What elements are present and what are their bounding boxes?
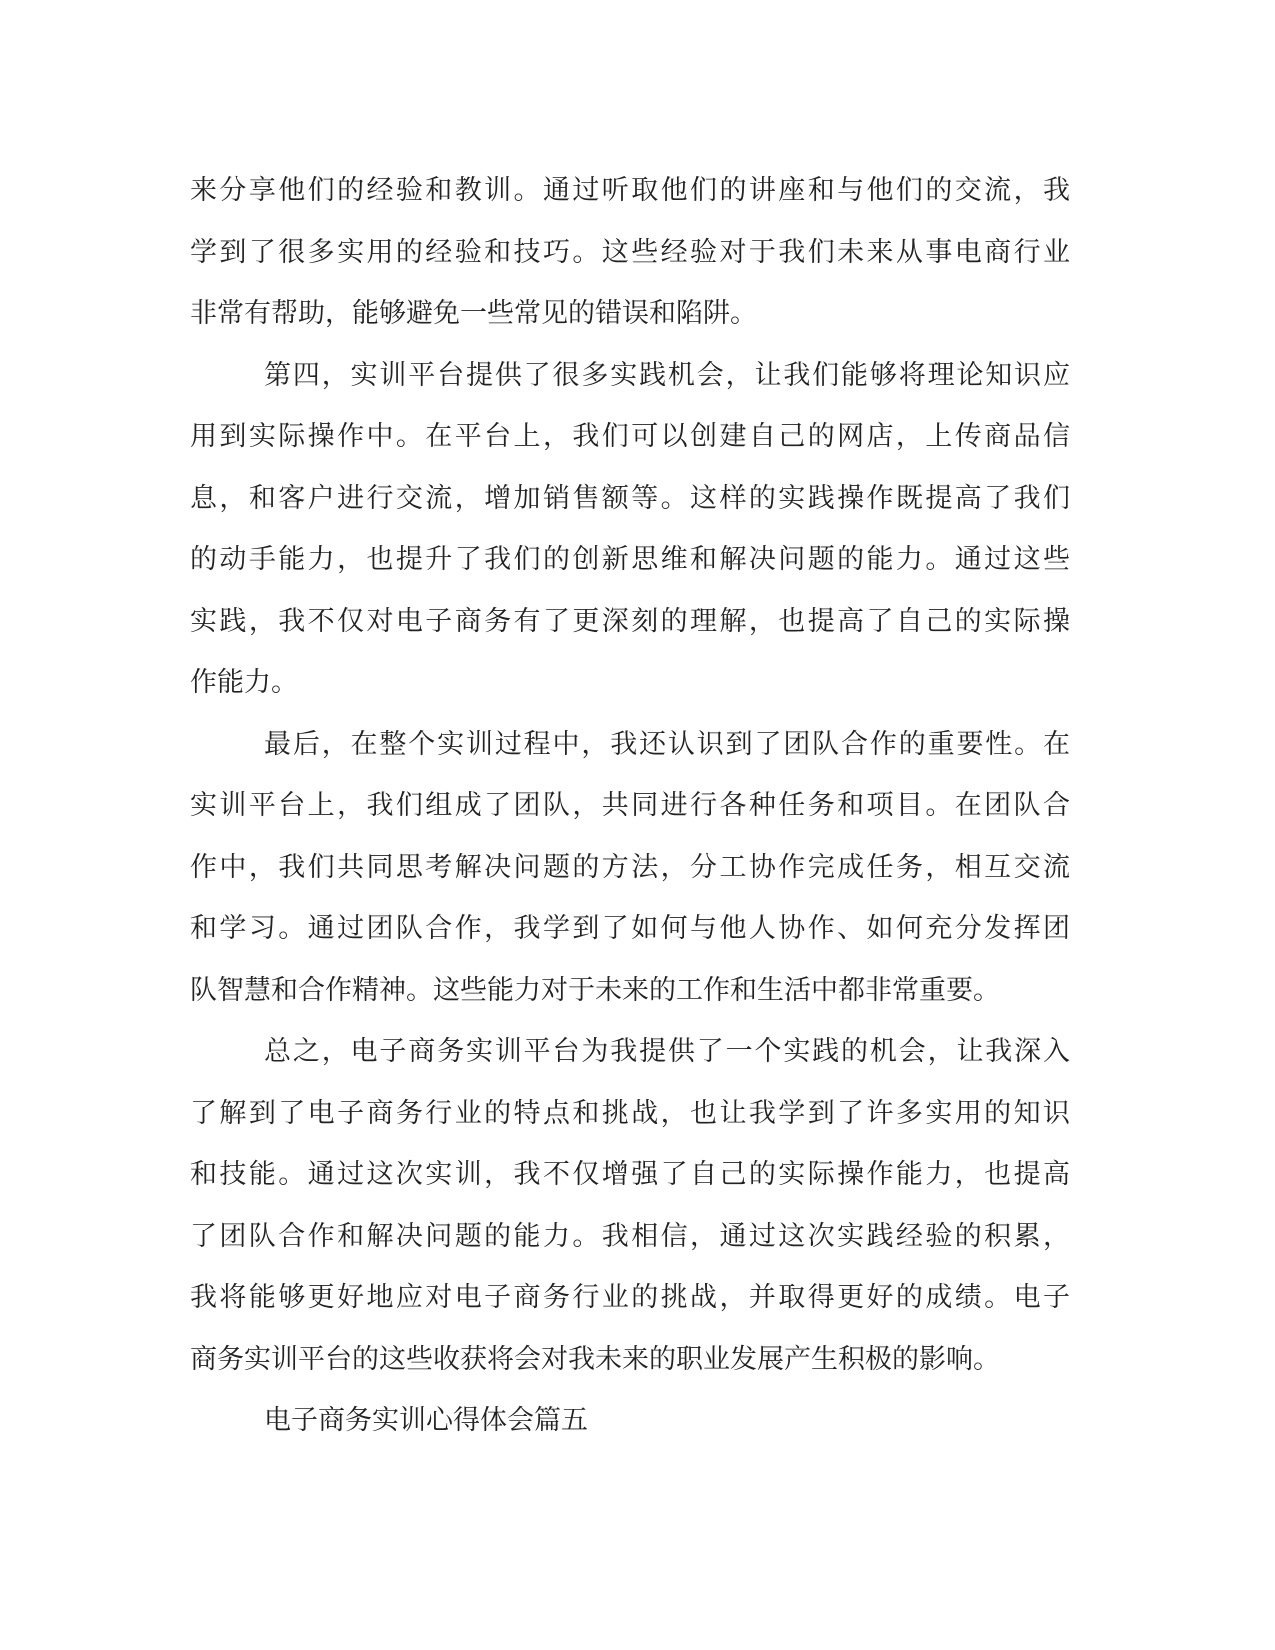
text-line: 用到实际操作中。在平台上，我们可以创建自己的网店，上传商品信	[190, 421, 1070, 452]
text-line: 总之，电子商务实训平台为我提供了一个实践的机会，让我深入	[264, 1036, 1070, 1067]
text-line: 我将能够更好地应对电子商务行业的挑战，并取得更好的成绩。电子	[190, 1282, 1070, 1313]
text-line: 实训平台上，我们组成了团队，共同进行各种任务和项目。在团队合	[190, 790, 1070, 821]
text-line: 商务实训平台的这些收获将会对我未来的职业发展产生积极的影响。	[190, 1343, 1000, 1375]
text-line: 实践，我不仅对电子商务有了更深刻的理解，也提高了自己的实际操	[190, 605, 1070, 637]
text-line: 非常有帮助，能够避免一些常见的错误和陷阱。	[190, 298, 757, 329]
text-line: 第四，实训平台提供了很多实践机会，让我们能够将理论知识应	[264, 359, 1070, 391]
text-line: 和技能。通过这次实训，我不仅增强了自己的实际操作能力，也提高	[190, 1159, 1070, 1190]
text-line: 最后，在整个实训过程中，我还认识到了团队合作的重要性。在	[264, 728, 1070, 760]
text-line: 和学习。通过团队合作，我学到了如何与他人协作、如何充分发挥团	[190, 913, 1070, 944]
text-line: 的动手能力，也提升了我们的创新思维和解决问题的能力。通过这些	[190, 544, 1070, 575]
text-line: 队智慧和合作精神。这些能力对于未来的工作和生活中都非常重要。	[190, 974, 1000, 1006]
text-line: 了团队合作和解决问题的能力。我相信，通过这次实践经验的积累，	[190, 1220, 1070, 1252]
text-line: 学到了很多实用的经验和技巧。这些经验对于我们未来从事电商行业	[190, 236, 1070, 268]
text-line: 来分享他们的经验和教训。通过听取他们的讲座和与他们的交流，我	[190, 175, 1070, 206]
text-line: 作中，我们共同思考解决问题的方法，分工协作完成任务，相互交流	[190, 851, 1070, 883]
text-line: 作能力。	[190, 667, 298, 698]
body-text	[190, 160, 1070, 1452]
text-line: 息，和客户进行交流，增加销售额等。这样的实践操作既提高了我们	[190, 482, 1070, 514]
section-heading: 电子商务实训心得体会篇五	[264, 1405, 588, 1436]
text-line: 了解到了电子商务行业的特点和挑战，也让我学到了许多实用的知识	[190, 1097, 1070, 1129]
